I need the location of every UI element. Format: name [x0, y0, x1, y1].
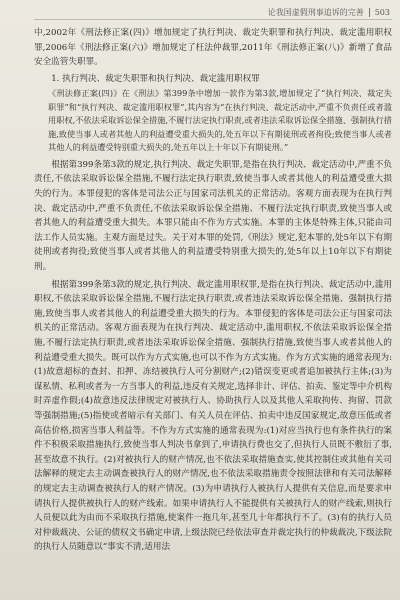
- subsection-heading: 1. 执行判决、裁定失职罪和执行判决、裁定滥用职权罪: [51, 73, 260, 84]
- block-quote: 《刑法修正案(四)》在《刑法》第399条中增加一款作为第3款,增加规定了“执行判决、裁定失职罪”和“执行判决、裁定滥用职权罪”,其内容为“在执行判决、裁定活动中,严重不负责任或者滥用职权,不依法采取诉讼保全措施,不履行法定执行职责,或者违法采取诉讼保全措施、强制执行措施,致使当事人或者其他人的利益遭受重大损失的,处五年以下有期徒刑或者拘役;致使当事人或者其他人的利益遭受特别重大损失的,处五年以上十年以下有期徒刑。”: [48, 88, 392, 153]
- body-text: [34, 26, 392, 555]
- paragraph-abuse-of-power-crime: 根据第399条第3款的规定,执行判决、裁定滥用职权罪,是指在执行判决、裁定活动中,滥用职权,不依法采取诉讼保全措施,不履行法定执行职责,或者违法采取诉讼保全措施、强制执行措施,致使当事人或者其他人的利益遭受重大损失的行为。本罪侵犯的客体是司法公正与国家司法机关的正常活动。客观方面表现为在执行判决、裁定活动中,滥用职权,不依法采取诉讼保全措施,不履行法定执行职责,或者违法采取诉讼保全措施、强制执行措施,致使当事人或者其他人的利益遭受重大损失。既可以作为方式实施,也可以不作为方式实施。作为方式实施的通常表现为:(1)故意超标的查封、扣押、冻结被执行人可分割财产;(2)错误变更或者追加被执行主体;(3)为谋私情、私利或者为一方当事人的利益,违反有关规定,选择非计、评估、拍卖、鉴定等中介机构时弄虚作假;(4)故意违反法律规定对被执行人、协助执行人以及其他人采取拘传、拘留、罚款等强制措施;(5)指使或者暗示有关部门、有关人员在评估、拍卖中违反国家规定,故意压低或者高估价格,损害当事人利益等。不作为方式实施的通常表现为:(1)对应当执行也有条件执行的案件不积极采取措施执行,致使当事人判决书拿到了,申请执行费也交了,但执行人员既不敷衍了事,甚至故意不执行。(2)对被执行人的财产情况,也不依法采取措施查实,使其控制住或其他有关司法解释的规定去主动调查被执行人的财产情况,也不依法采取措施责令按照法律和有关司法解释的规定去主动调查被执行人的财产情况。(3)为申请执行人被执行人提供有关信息,而是要求申请执行人提供被执行人的财产线索。如果申请执行人不能提供有关被执行人的财产线索,则执行人员便以此为由而不采取执行措施,使案件一拖几年,甚至几十年都执行不了。(3)有的执行人员对仲裁裁决、公证的债权文书确定申请,上级法院已经依法审查并裁定执行的仲裁裁决,下级法院的执行人员随意以“事实不清,适用法: [34, 279, 392, 553]
- header-rule: [34, 19, 392, 20]
- page-number: 503: [374, 8, 390, 17]
- paragraph-intro: 中,2002年《刑法修正案(四)》增加规定了执行判决、裁定失职罪和执行判决、裁定滥用职权罪,2006年《刑法修正案(六)》增加规定了枉法仲裁罪,2011年《刑法修正案(八)》新增了食品安全监管失职罪。: [34, 28, 392, 68]
- header-separator: [369, 8, 370, 17]
- paragraph-dereliction-crime: 根据第399条第3款的规定,执行判决、裁定失职罪,是指在执行判决、裁定活动中,严重不负责任,不依法采取诉讼保全措施,不履行法定执行职责,致使当事人或者其他人的利益遭受重大损失的行为。本罪侵犯的客体是司法公正与国家司法机关的正常活动。客观方面表现为在执行判决、裁定活动中,严重不负责任,不依法采取诉讼保全措施、不履行法定执行职责,致使当事人或者其他人的利益遭受重大损失。本罪只能由不作为方式实施。本罪的主体是特殊主体,只能由司法工作人员实施。主观方面是过失。关于对本罪的处罚,《刑法》规定,犯本罪的,处5年以下有期徒刑或者拘役;致使当事人或者其他人的利益遭受特别重大损失的,处5年以上10年以下有期徒刑。: [34, 159, 392, 273]
- running-header: [268, 7, 390, 18]
- running-header-title: 论我国虚假刑事追诉的完善: [267, 8, 364, 17]
